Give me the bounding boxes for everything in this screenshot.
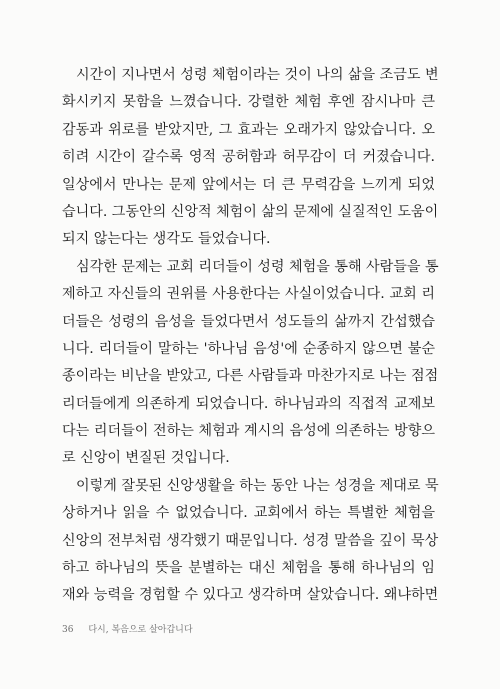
paragraph-1-line-6: 습니다. 그동안의 신앙적 체험이 삶의 문제에 실질적인 도움이 (62, 203, 439, 220)
page-number: 36 (62, 625, 74, 635)
paragraph-1-line-2: 화시키지 못함을 느꼈습니다. 강렬한 체험 후엔 잠시나마 큰 (62, 94, 435, 111)
paragraph-2-line-2: 제하고 자신들의 권위를 사용한다는 사실이었습니다. 교회 리 (62, 286, 435, 303)
paragraph-2-line-6: 리더들에게 의존하게 되었습니다. 하나님과의 직접적 교제보 (62, 395, 435, 412)
paragraph-2-line-3: 더들은 성령의 음성을 들었다면서 성도들의 삶까지 간섭했습 (62, 313, 435, 330)
paragraph-2-line-5: 종이라는 비난을 받았고, 다른 사람들과 마찬가지로 나는 점점 (62, 368, 439, 385)
paragraph-3-line-3: 신앙의 전부처럼 생각했기 때문입니다. 성경 말씀을 깊이 묵상 (62, 532, 439, 549)
paragraph-3-line-2: 상하거나 읽을 수 없었습니다. 교회에서 하는 특별한 체험을 (62, 505, 435, 522)
paragraph-2-line-1: 심각한 문제는 교회 리더들이 성령 체험을 통해 사람들을 통 (76, 258, 439, 275)
paragraph-3-line-1: 이렇게 잘못된 신앙생활을 하는 동안 나는 성경을 제대로 묵 (76, 477, 439, 494)
paragraph-2-line-7: 다는 리더들이 전하는 체험과 계시의 음성에 의존하는 방향으 (62, 423, 435, 440)
body-text (62, 62, 439, 610)
paragraph-1-line-5: 일상에서 만나는 문제 앞에서는 더 큰 무력감을 느끼게 되었 (62, 176, 435, 193)
paragraph-1-line-3: 감동과 위로를 받았지만, 그 효과는 오래가지 않았습니다. 오 (62, 121, 435, 138)
paragraph-1-line-4: 히려 시간이 갈수록 영적 공허함과 허무감이 더 커졌습니다. (62, 149, 435, 166)
paragraph-2-line-4: 니다. 리더들이 말하는 '하나님 음성'에 순종하지 않으면 불순 (62, 340, 435, 357)
page-footer (62, 622, 193, 635)
running-title: 다시, 복음으로 살아갑니다 (88, 625, 193, 635)
paragraph-2-line-8: 로 신앙이 변질된 것입니다. (62, 450, 230, 467)
paragraph-1-line-7: 되지 않는다는 생각도 들었습니다. (62, 231, 271, 248)
paragraph-1-line-1: 시간이 지나면서 성령 체험이라는 것이 나의 삶을 조금도 변 (76, 67, 439, 83)
paragraph-3-line-4: 하고 하나님의 뜻을 분별하는 대신 체험을 통해 하나님의 임 (62, 560, 435, 577)
paragraph-3-line-5: 재와 능력을 경험할 수 있다고 생각하며 살았습니다. 왜냐하면 (62, 587, 439, 604)
